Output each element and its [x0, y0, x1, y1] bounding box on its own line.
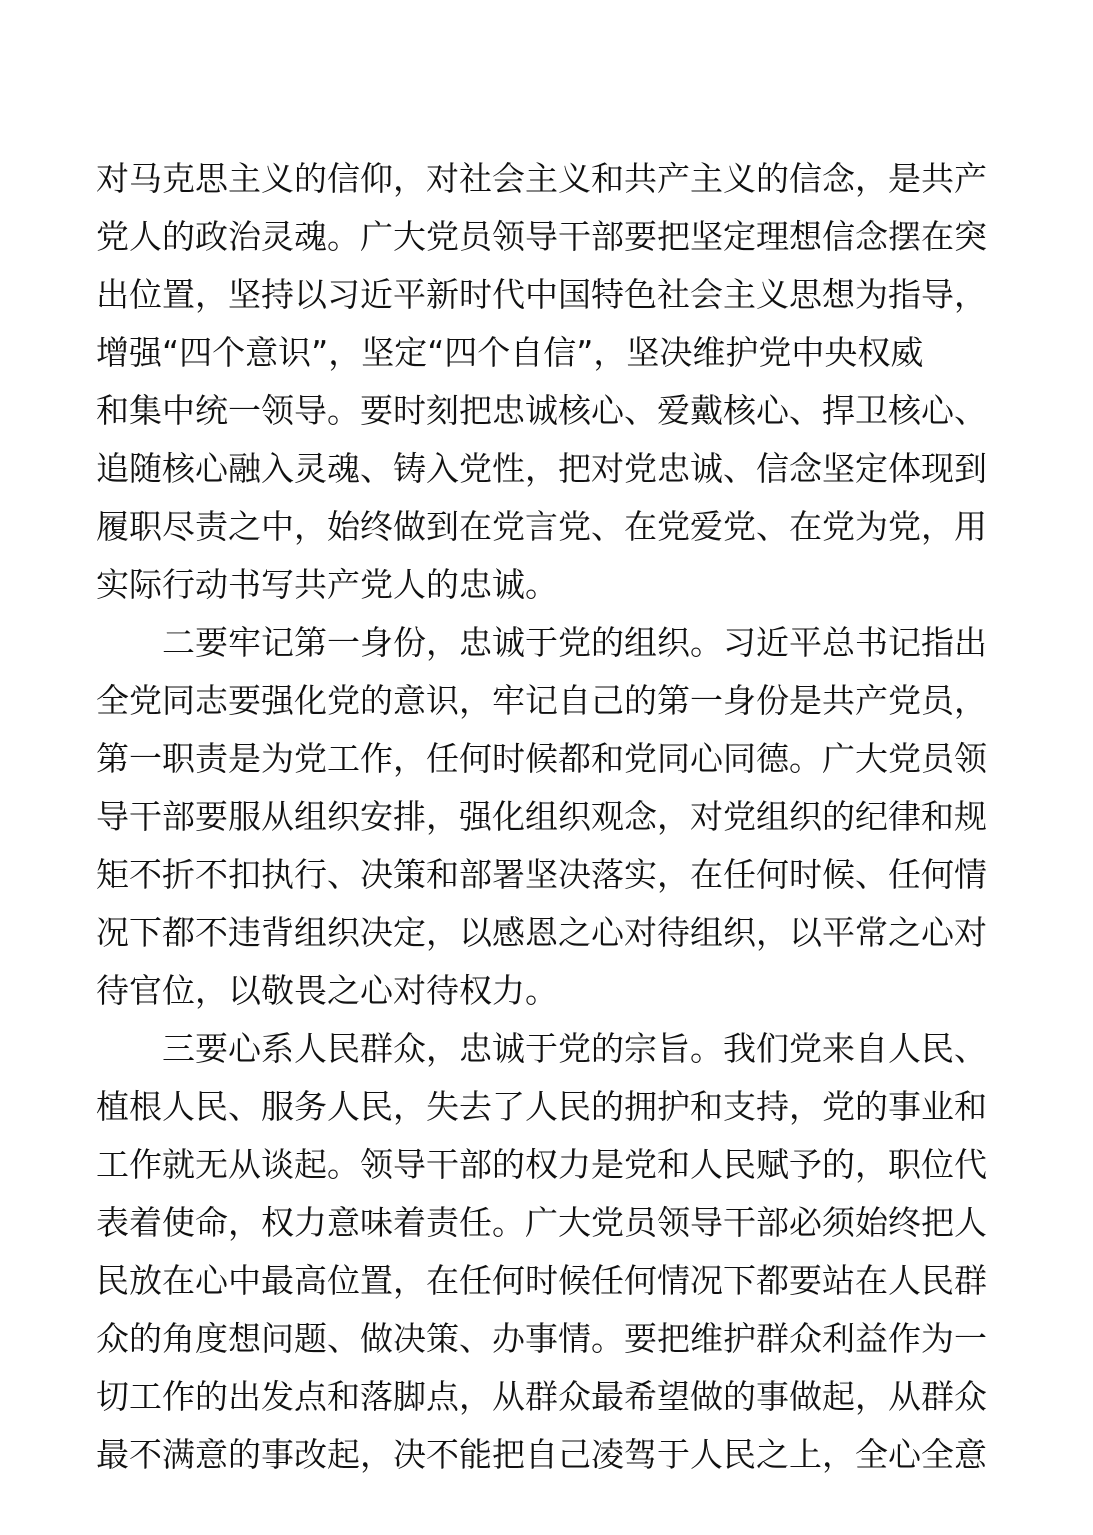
text-line: 实际行动书写共产党人的忠诚。	[96, 565, 558, 604]
text-line: 况下都不违背组织决定，以感恩之心对待组织，以平常之心对	[96, 913, 987, 952]
text-line: 植根人民、服务人民，失去了人民的拥护和支持，党的事业和	[96, 1087, 987, 1126]
text-line: 全党同志要强化党的意识，牢记自己的第一身份是共产党员，	[96, 681, 987, 720]
document-page	[96, 150, 1000, 1520]
paragraph-start-line: 三要心系人民群众，忠诚于党的宗旨。我们党来自人民、	[162, 1029, 987, 1068]
text-line: 对马克思主义的信仰，对社会主义和共产主义的信念，是共产	[96, 159, 987, 198]
text-line: 待官位，以敬畏之心对待权力。	[96, 971, 558, 1010]
text-line: 和集中统一领导。要时刻把忠诚核心、爱戴核心、捍卫核心、	[96, 391, 987, 430]
text-line: 表着使命，权力意味着责任。广大党员领导干部必须始终把人	[96, 1203, 987, 1242]
text-line: 增强“四个意识”，坚定“四个自信”，坚决维护党中央权威	[96, 333, 924, 372]
text-line: 党人的政治灵魂。广大党员领导干部要把坚定理想信念摆在突	[96, 217, 987, 256]
text-line: 矩不折不扣执行、决策和部署坚决落实，在任何时候、任何情	[96, 855, 987, 894]
text-line: 导干部要服从组织安排，强化组织观念，对党组织的纪律和规	[96, 797, 987, 836]
text-line: 工作就无从谈起。领导干部的权力是党和人民赋予的，职位代	[96, 1145, 987, 1184]
paragraph-start-line: 二要牢记第一身份，忠诚于党的组织。习近平总书记指出	[162, 623, 987, 662]
text-line: 民放在心中最高位置，在任何时候任何情况下都要站在人民群	[96, 1261, 987, 1300]
text-line: 履职尽责之中，始终做到在党言党、在党爱党、在党为党，用	[96, 507, 987, 546]
text-line: 追随核心融入灵魂、铸入党性，把对党忠诚、信念坚定体现到	[96, 449, 987, 488]
text-line: 最不满意的事改起，决不能把自己凌驾于人民之上，全心全意	[96, 1435, 987, 1474]
text-line: 第一职责是为党工作，任何时候都和党同心同德。广大党员领	[96, 739, 987, 778]
text-line: 切工作的出发点和落脚点，从群众最希望做的事做起，从群众	[96, 1377, 987, 1416]
text-line: 出位置，坚持以习近平新时代中国特色社会主义思想为指导，	[96, 275, 987, 314]
text-line: 众的角度想问题、做决策、办事情。要把维护群众利益作为一	[96, 1319, 987, 1358]
